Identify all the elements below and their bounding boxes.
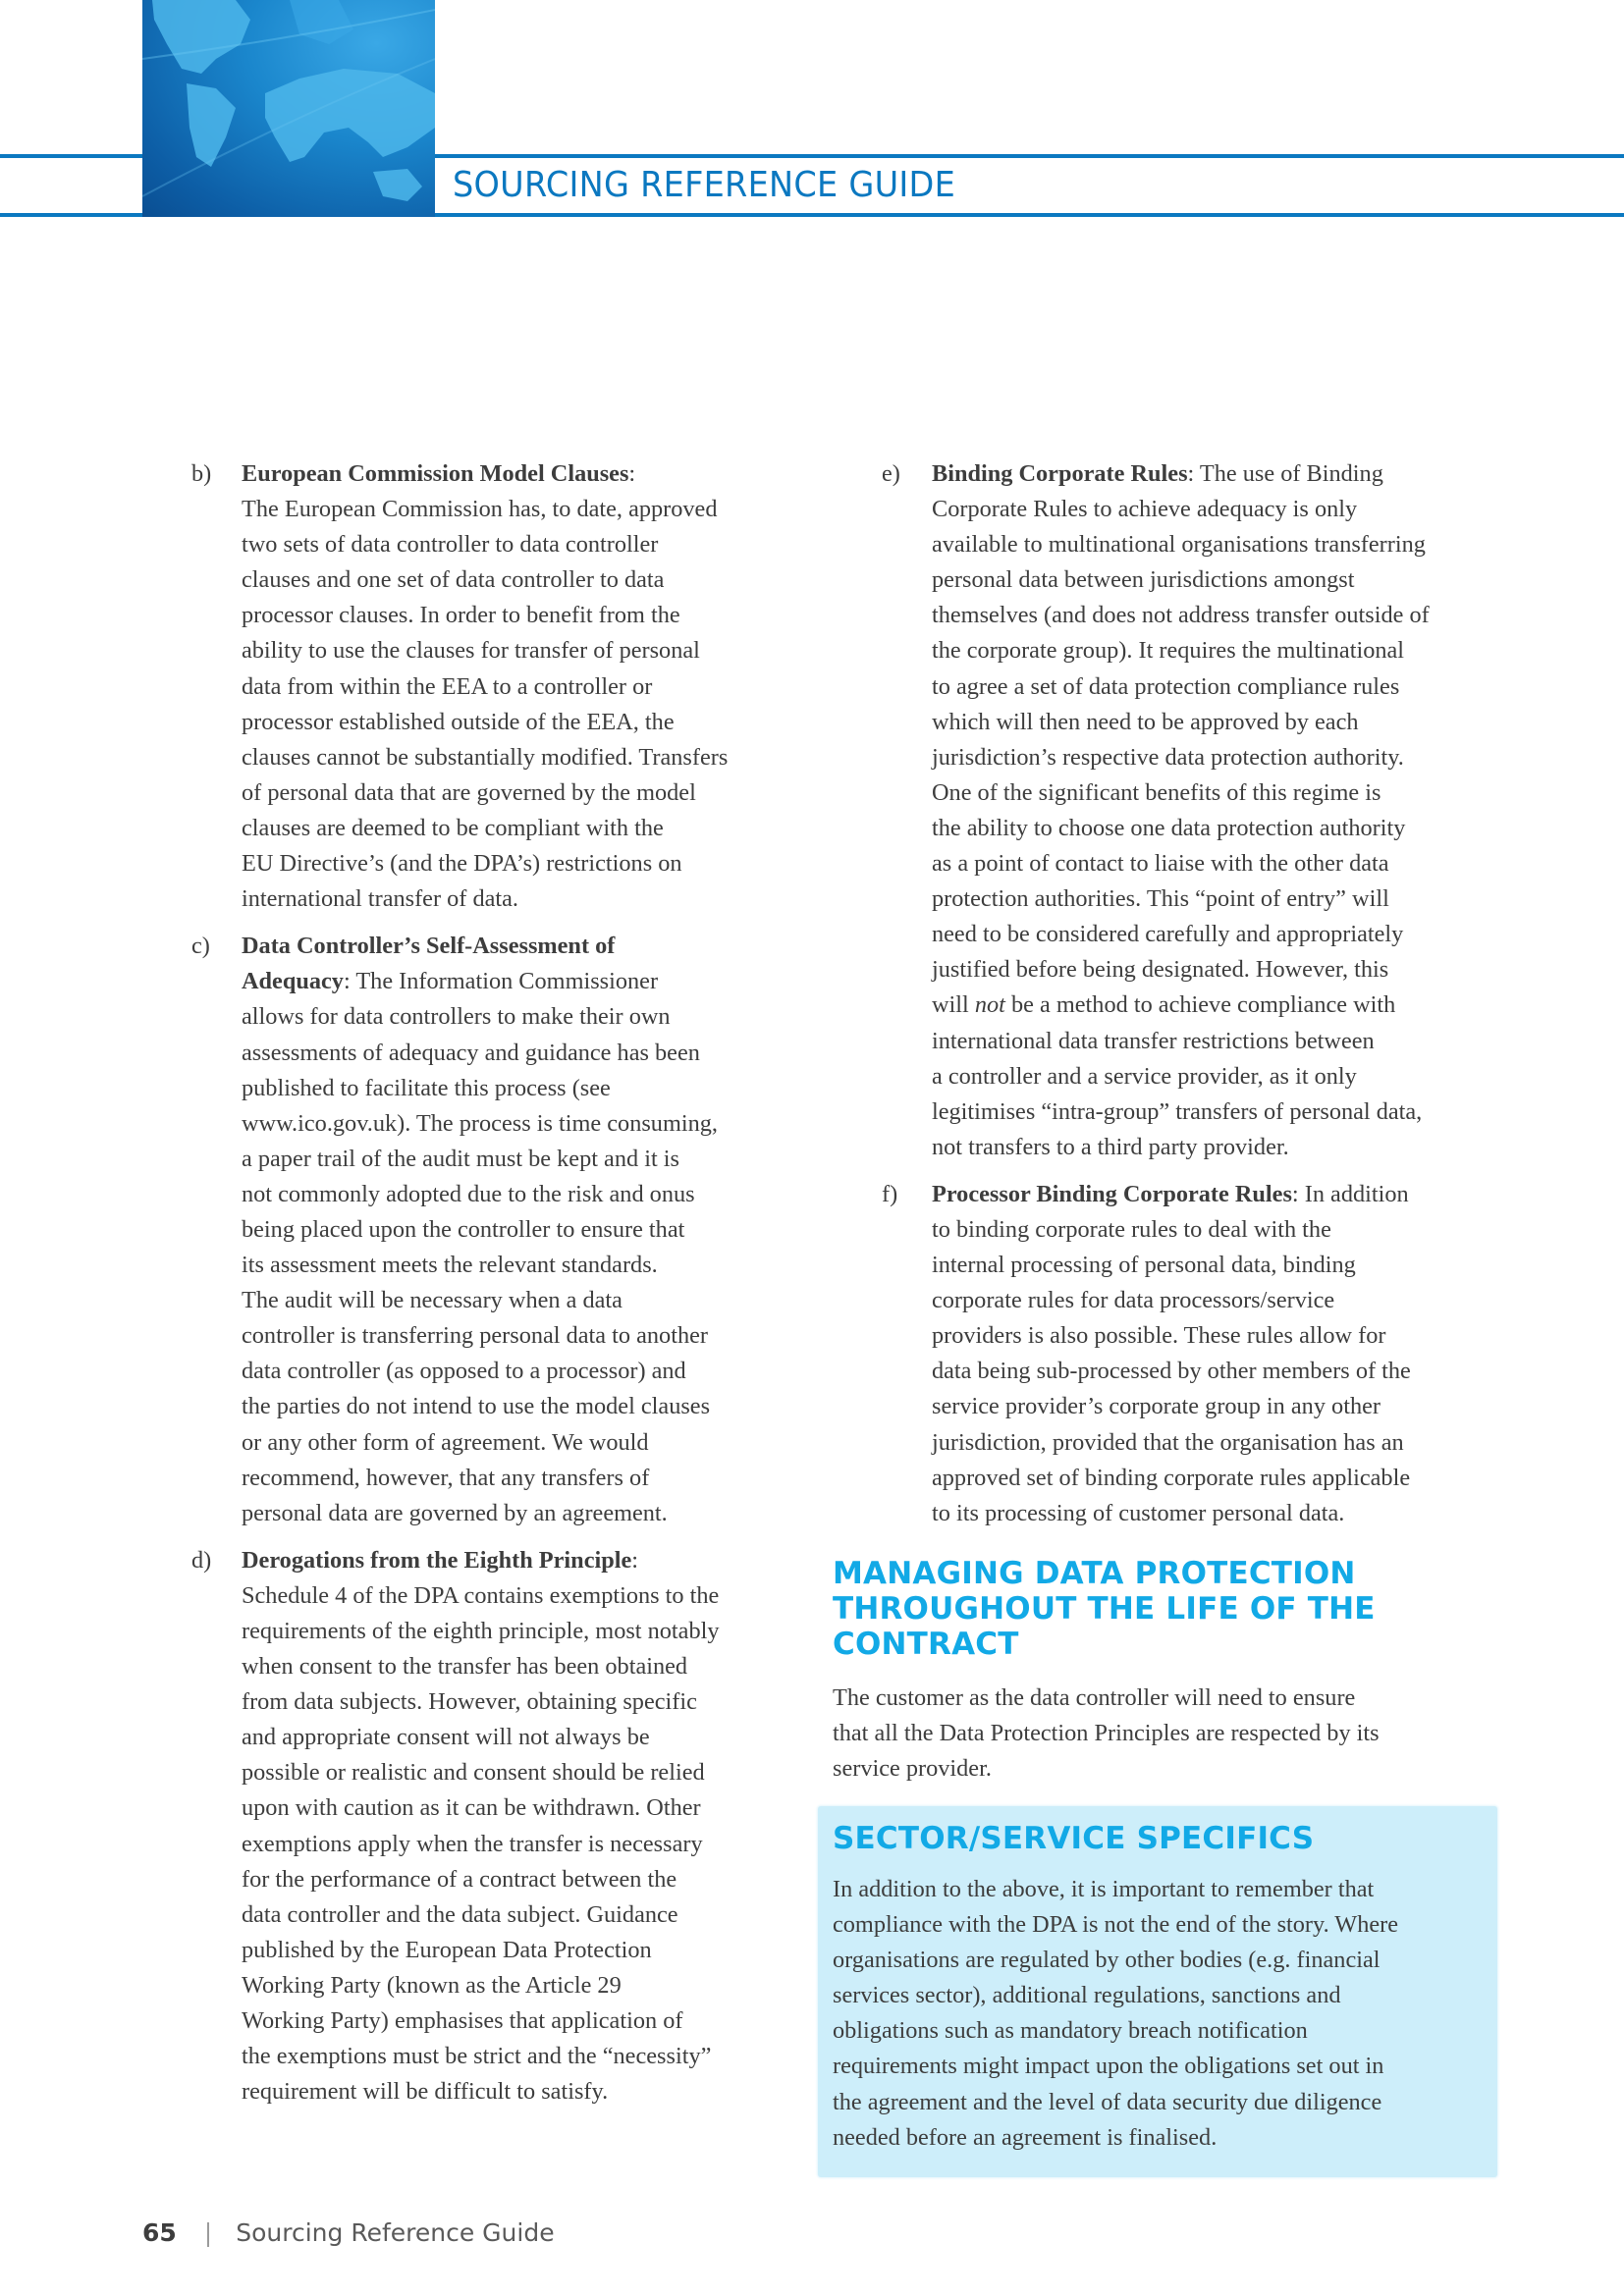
list-item-d [191, 1543, 800, 2110]
text-line: and appropriate consent will not always be [242, 1724, 650, 1751]
list-marker: e) [882, 460, 900, 487]
text-line: compliance with the DPA is not the end of the story. Where [833, 1911, 1399, 1939]
text-line: corporate rules for data processors/service [932, 1287, 1335, 1314]
text-line: need to be considered carefully and appropriately [932, 921, 1404, 948]
text-line: available to multinational organisations transferring [932, 531, 1426, 559]
text-line: Working Party) emphasises that application of [242, 2007, 683, 2035]
text-line: as a point of contact to liaise with the other data [932, 850, 1389, 878]
text-line: protection authorities. This “point of entry” will [932, 885, 1389, 913]
text-line: data controller and the data subject. Guidance [242, 1900, 678, 1928]
text-line: allows for data controllers to make their own [242, 1003, 671, 1031]
text-line: clauses are deemed to be compliant with the [242, 814, 664, 841]
section-paragraph-managing [833, 1681, 1481, 1787]
ico-link[interactable]: www.ico.gov.uk). The process is time consuming, [242, 1109, 718, 1137]
text-line: processor established outside of the EEA, the [242, 708, 675, 735]
list-marker: d) [191, 1546, 212, 1574]
text-line: or any other form of agreement. We would [242, 1428, 649, 1456]
text-line: EU Directive’s (and the DPA’s) restrictions on [242, 850, 682, 878]
text-line: ability to use the clauses for transfer of personal [242, 637, 700, 665]
text-line: service provider’s corporate group in any other [932, 1393, 1380, 1420]
text-line: : The Information Commissioner [343, 968, 659, 995]
text-line: personal data between jurisdictions amongst [932, 566, 1355, 594]
text-line: : The use of Binding [1187, 460, 1383, 487]
text-line: The European Commission has, to date, approved [242, 496, 718, 523]
text-line: for the performance of a contract between the [242, 1865, 677, 1893]
text-line: that all the Data Protection Principles are respected by its [833, 1720, 1380, 1747]
heading-line: CONTRACT [833, 1627, 1019, 1662]
text-line: requirements of the eighth principle, most notably [242, 1618, 720, 1644]
text-line: when consent to the transfer has been obtained [242, 1653, 688, 1681]
text-line: personal data are governed by an agreement. [242, 1499, 668, 1526]
text-line [242, 1106, 800, 1142]
text-line: a paper trail of the audit must be kept and it is [242, 1145, 679, 1172]
header-title: SOURCING REFERENCE GUIDE [453, 165, 956, 205]
text-line: organisations are regulated by other bodies (e.g. financial [833, 1947, 1380, 1974]
text-line: Corporate Rules to achieve adequacy is only [932, 496, 1358, 523]
list-item-b [191, 456, 800, 917]
text-line: published to facilitate this process (see [242, 1074, 611, 1101]
page-footer [142, 2218, 555, 2247]
text-line: processor clauses. In order to benefit from the [242, 602, 680, 629]
text-line: assessments of adequacy and guidance has been [242, 1039, 700, 1066]
text-line: The audit will be necessary when a data [242, 1287, 623, 1314]
right-column [882, 456, 1490, 1543]
text-line: jurisdiction’s respective data protection authority. [932, 743, 1404, 771]
text-line: In addition to the above, it is important to remember that [833, 1876, 1375, 1902]
text-line: clauses cannot be substantially modified. Transfers [242, 743, 729, 771]
text-line: the ability to choose one data protection authority [932, 814, 1406, 841]
text-line: of personal data that are governed by the model [242, 778, 696, 806]
text-line: which will then need to be approved by each [932, 708, 1359, 735]
text-line: the exemptions must be strict and the “necessity” [242, 2043, 712, 2070]
colon: : [628, 460, 636, 487]
text-line: : In addition [1291, 1180, 1409, 1207]
left-column [191, 456, 800, 2121]
heading-line: THROUGHOUT THE LIFE OF THE [833, 1591, 1376, 1627]
section-paragraph-sector [833, 1872, 1490, 2156]
text-line: clauses and one set of data controller to data [242, 566, 665, 594]
text-fragment: be a method to achieve compliance with [1004, 991, 1396, 1019]
item-title: Data Controller’s Self-Assessment of [242, 933, 616, 960]
heading-line: MANAGING DATA PROTECTION [833, 1556, 1356, 1591]
text-line: needed before an agreement is finalised. [833, 2123, 1218, 2151]
text-line: possible or realistic and consent should be relied [242, 1759, 705, 1787]
text-line: the corporate group). It requires the multinational [932, 637, 1405, 665]
text-line: providers is also possible. These rules allow for [932, 1322, 1386, 1350]
page-number: 65 [142, 2218, 177, 2247]
list-item-f [882, 1177, 1490, 1531]
text-line: The customer as the data controller will need to ensure [833, 1684, 1356, 1711]
text-line: two sets of data controller to data controller [242, 531, 659, 559]
item-title: Processor Binding Corporate Rules [932, 1180, 1292, 1207]
text-line: not commonly adopted due to the risk and onus [242, 1180, 695, 1207]
text-line: jurisdiction, provided that the organisation has an [932, 1428, 1404, 1456]
text-line: upon with caution as it can be withdrawn. Other [242, 1794, 701, 1822]
text-line: requirements might impact upon the obligations set out in [833, 2053, 1384, 2080]
footer-separator: | [203, 2218, 213, 2247]
item-title: European Commission Model Clauses [242, 460, 629, 487]
item-title: Derogations from the Eighth Principle [242, 1546, 632, 1574]
text-line: recommend, however, that any transfers of [242, 1464, 650, 1491]
text-line [932, 988, 1490, 1023]
text-line: approved set of binding corporate rules applicable [932, 1464, 1411, 1491]
list-item-e [882, 456, 1490, 1165]
section-heading-managing-data-protection [833, 1556, 1441, 1662]
emphasis: not [974, 991, 1005, 1019]
text-line: to its processing of customer personal data. [932, 1499, 1345, 1526]
text-line: justified before being designated. However, this [932, 956, 1389, 984]
list-item-c [191, 929, 800, 1531]
text-line: being placed upon the controller to ensure that [242, 1215, 685, 1243]
colon: : [631, 1546, 639, 1574]
text-line: legitimises “intra-group” transfers of personal data, [932, 1097, 1423, 1125]
text-line: international data transfer restrictions between [932, 1027, 1375, 1054]
text-line: Schedule 4 of the DPA contains exemptions to the [242, 1581, 720, 1609]
item-title: Binding Corporate Rules [932, 460, 1188, 487]
text-line: service provider. [833, 1755, 992, 1783]
text-line: the parties do not intend to use the model clauses [242, 1393, 711, 1420]
list-marker: f) [882, 1180, 898, 1207]
text-line: its assessment meets the relevant standards. [242, 1252, 658, 1279]
item-title-cont: Adequacy [242, 968, 344, 995]
list-marker: c) [191, 933, 210, 960]
text-line: data from within the EEA to a controller or [242, 672, 653, 700]
text-line: themselves (and does not address transfer outside of [932, 602, 1430, 629]
text-line: internal processing of personal data, binding [932, 1252, 1356, 1279]
text-line: data controller (as opposed to a processor) and [242, 1358, 686, 1385]
text-line: to agree a set of data protection compliance rules [932, 672, 1400, 700]
text-line: data being sub-processed by other members of the [932, 1358, 1411, 1385]
text-fragment: will [932, 991, 975, 1019]
text-line: obligations such as mandatory breach notification [833, 2017, 1308, 2045]
text-line: requirement will be difficult to satisfy. [242, 2078, 609, 2106]
text-line: from data subjects. However, obtaining specific [242, 1688, 697, 1716]
text-line: controller is transferring personal data to another [242, 1322, 708, 1350]
text-line: a controller and a service provider, as it only [932, 1062, 1357, 1090]
globe-world-map-image [142, 0, 435, 217]
text-line: published by the European Data Protection [242, 1936, 652, 1963]
text-line: not transfers to a third party provider. [932, 1133, 1289, 1160]
world-map-icon [142, 0, 435, 217]
text-line: the agreement and the level of data security due diligence [833, 2088, 1382, 2115]
footer-title: Sourcing Reference Guide [236, 2218, 555, 2247]
text-line: Working Party (known as the Article 29 [242, 1971, 622, 1999]
text-line: services sector), additional regulations, sanctions and [833, 1982, 1341, 2009]
text-line: exemptions apply when the transfer is necessary [242, 1830, 703, 1857]
section-heading-sector-specifics: SECTOR/SERVICE SPECIFICS [833, 1821, 1315, 1856]
text-line: international transfer of data. [242, 885, 518, 913]
text-line: One of the significant benefits of this regime is [932, 778, 1381, 806]
text-line: to binding corporate rules to deal with the [932, 1215, 1331, 1243]
list-marker: b) [191, 460, 212, 487]
